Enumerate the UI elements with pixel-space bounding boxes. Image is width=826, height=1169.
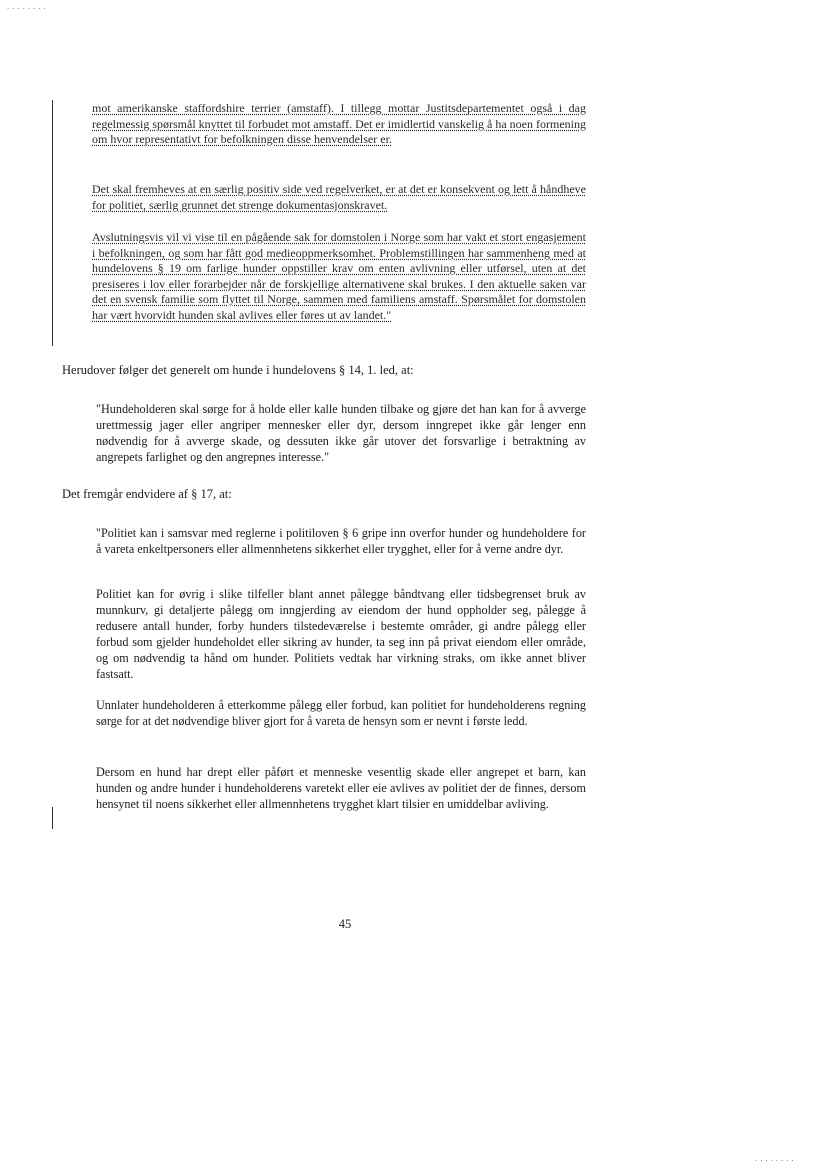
intro-paragraph: Det fremgår endvidere af § 17, at: — [62, 487, 232, 501]
corner-scan-mark: ........ — [754, 1156, 796, 1164]
quoted-paragraph: Avslutningsvis vil vi vise til en pågående sak for domstolen i Norge som har vakt et stort engasjement i befolkningen, og som har fått god medieoppmerksomhet. Problemstillingen har sammenheng med at hundelovens § 19 om farlige hunder oppstiller krav om enten avlivning eller utførsel, uten at det presiseres i lov eller forarbejder når de forskjellige alternativene skal brukes. I den aktuelle saken var det en svensk familie som flyttet til Norge, sammen med familiens amstaff. Spørsmålet for domstolen har vært hvorvidt hunden skal avlives eller føres ut av landet." — [92, 230, 586, 322]
quote-paragraph-section-17: Dersom en hund har drept eller påført et menneske vesentlig skade eller angrepet et barn, kan hunden og andre hunder i hundeholderens varetekt eller eie avlives av politiet der de finnes, dersom hensynet til noens sikkerhet eller allmennhetens trygghet klart tilsier en umiddelbar avliving. — [96, 765, 586, 811]
quote-paragraph-section-17: "Politiet kan i samsvar med reglerne i politiloven § 6 gripe inn overfor hunder og hundeholdere for å vareta enkeltpersoners eller allmennhetens sikkerhet eller trygghet, eller for å verne andre dyr. — [96, 526, 586, 556]
revision-margin-bar — [52, 100, 53, 346]
quote-paragraph-section-14: "Hundeholderen skal sørge for å holde eller kalle hunden tilbake og gjøre det han kan for å avverge urettmessig jager eller angriper mennesker eller dyr, dersom inngrepet ikke går lenger enn nødvendig for å avverge skade, og dessuten ikke går utover det forsvarlige i betraktning av angrepets farlighet og den angrepnes interesse." — [96, 402, 586, 464]
corner-scan-mark: ........ — [6, 4, 48, 12]
quote-paragraph-section-17: Unnlater hundeholderen å etterkomme pålegg eller forbud, kan politiet for hundeholderens regning sørge for at det nødvendige bliver gjort for å vareta de hensyn som er nevnt i første ledd. — [96, 698, 586, 728]
quoted-paragraph: mot amerikanske staffordshire terrier (amstaff). I tillegg mottar Justitsdepartementet også i dag regelmessig spørsmål knyttet til forbudet mot amstaff. Det er imidlertid vanskelig å ha noen formening om hvor representativt for befolkningen disse henvendelser er. — [92, 101, 586, 147]
page-number: 45 — [338, 917, 352, 931]
intro-paragraph: Herudover følger det generelt om hunde i hundelovens § 14, 1. led, at: — [62, 363, 414, 377]
quote-paragraph-section-17: Politiet kan for øvrig i slike tilfeller blant annet pålegge båndtvang eller tidsbegrenset bruk av munnkurv, gi detaljerte pålegg om inngjerding av eiendom der hund oppholder seg, pålegge å redusere antall hunder, forby hunders tilstedeværelse i bestemte områder, gi andre pålegg eller forbud som gjelder hundeholdet eller sikring av hunder, ta seg inn på privat eiendom eller område, og om nødvendig ta hånd om hunder. Politiets vedtak har virkning straks, om ikke annet bliver fastsatt. — [96, 587, 586, 681]
quoted-paragraph: Det skal fremheves at en særlig positiv side ved regelverket, er at det er konsekvent og lett å håndheve for politiet, særlig grunnet det strenge dokumentasjonskravet. — [92, 182, 586, 212]
revision-margin-bar — [52, 807, 53, 829]
